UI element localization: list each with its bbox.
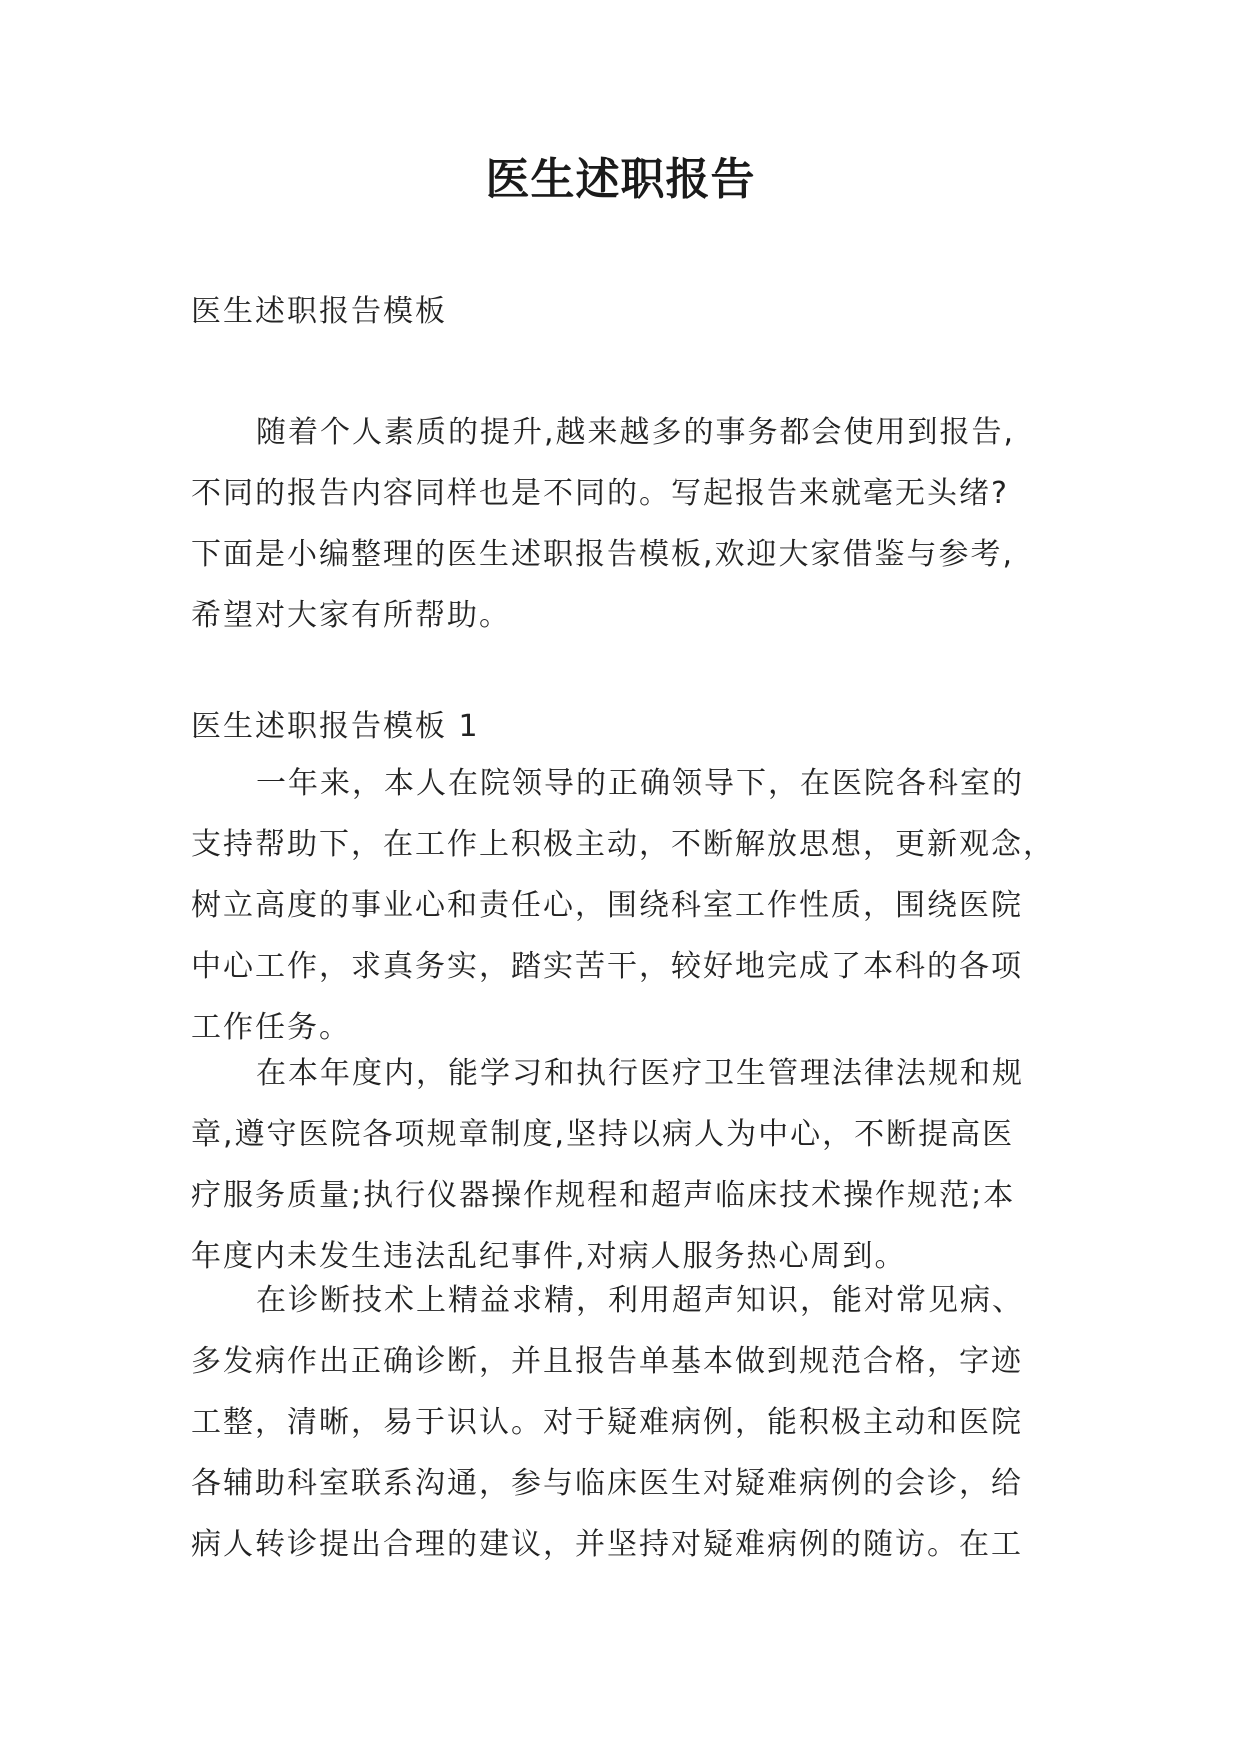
paragraph-line: 年度内未发生违法乱纪事件,对病人服务热心周到。 [191,1239,907,1274]
intro-paragraph [191,402,1061,646]
intro-line: 下面是小编整理的医生述职报告模板,欢迎大家借鉴与参考, [191,537,1015,572]
paragraph-line: 支持帮助下，在工作上积极主动，不断解放思想，更新观念， [191,827,1055,862]
paragraph-line: 病人转诊提出合理的建议，并坚持对疑难病例的随访。在工 [191,1527,1023,1562]
paragraph-line: 在本年度内，能学习和执行医疗卫生管理法律法规和规 [256,1056,1024,1091]
paragraph-line: 树立高度的事业心和责任心，围绕科室工作性质，围绕医院 [191,888,1023,923]
paragraph-3 [191,1270,1061,1575]
paragraph-line: 工作任务。 [191,1010,351,1045]
document-title: 医生述职报告 [485,154,756,205]
paragraph-line: 多发病作出正确诊断，并且报告单基本做到规范合格，字迹 [191,1344,1023,1379]
paragraph-line: 工整，清晰，易于识认。对于疑难病例，能积极主动和医院 [191,1405,1023,1440]
paragraph-2 [191,1043,1061,1287]
paragraph-line: 在诊断技术上精益求精，利用超声知识，能对常见病、 [256,1283,1024,1318]
paragraph-line: 章,遵守医院各项规章制度,坚持以病人为中心，不断提高医 [191,1117,1015,1152]
paragraph-line: 一年来，本人在院领导的正确领导下，在医院各科室的 [256,766,1024,801]
paragraph-line: 中心工作，求真务实，踏实苦干，较好地完成了本科的各项 [191,949,1023,984]
document-subtitle: 医生述职报告模板 [191,294,447,329]
section-heading: 医生述职报告模板 1 [191,709,480,744]
paragraph-1 [191,753,1061,1058]
intro-line: 随着个人素质的提升,越来越多的事务都会使用到报告, [256,415,1016,450]
paragraph-line: 疗服务质量;执行仪器操作规程和超声临床技术操作规范;本 [191,1178,1016,1213]
paragraph-line: 各辅助科室联系沟通，参与临床医生对疑难病例的会诊，给 [191,1466,1023,1501]
intro-line: 不同的报告内容同样也是不同的。写起报告来就毫无头绪? [191,476,1009,511]
intro-line: 希望对大家有所帮助。 [191,598,511,633]
